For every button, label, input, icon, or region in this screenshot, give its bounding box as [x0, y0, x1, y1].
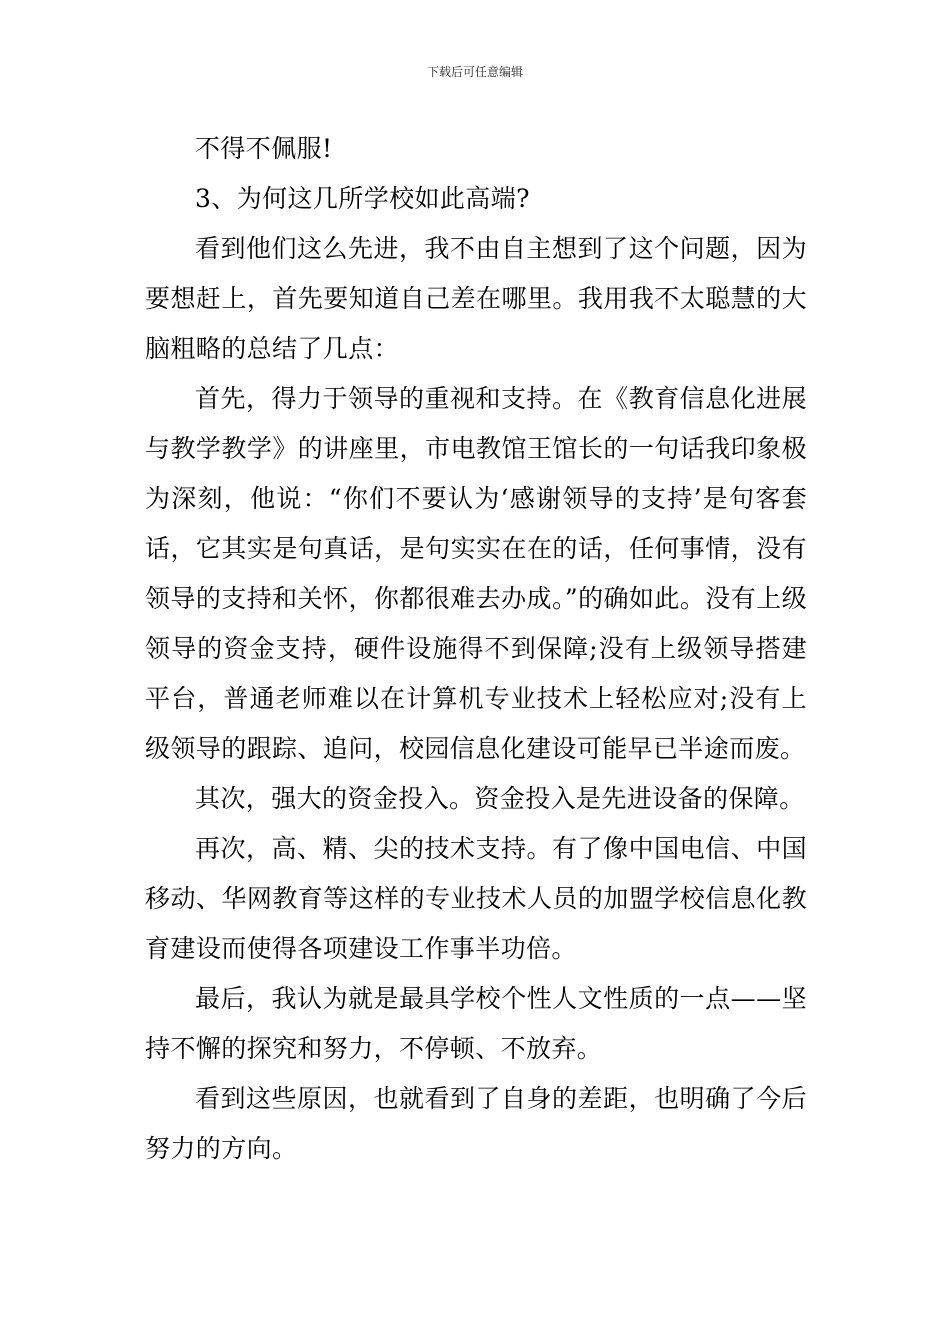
- paragraph: 首先，得力于领导的重视和支持。在《教育信息化进展与教学教学》的讲座里，市电教馆王馆长的一句话我印象极为深刻，他说：“你们不要认为‘感谢领导的支持’是句客套话，它其实是句真话，是句实实在在的话，任何事情，没有领导的支持和关怀，你都很难去办成。”的确如此。没有上级领导的资金支持，硬件设施得不到保障;没有上级领导搭建平台，普通老师难以在计算机专业技术上轻松应对;没有上级领导的跟踪、追问，校园信息化建设可能早已半途而废。: [145, 384, 807, 763]
- paragraph: 其次，强大的资金投入。资金投入是先进设备的保障。: [195, 784, 805, 813]
- paragraph: 不得不佩服!: [195, 134, 333, 163]
- paragraph: 最后，我认为就是最具学校个性人文性质的一点——坚持不懈的探究和努力，不停顿、不放弃。: [145, 984, 807, 1063]
- paragraph: 看到他们这么先进，我不由自主想到了这个问题，因为要想赶上，首先要知道自己差在哪里。我用我不太聪慧的大脑粗略的总结了几点：: [145, 234, 807, 363]
- document-body: [145, 124, 807, 1174]
- page-header: 下载后可任意编辑: [426, 65, 523, 79]
- paragraph: 看到这些原因，也就看到了自身的差距，也明确了今后努力的方向。: [145, 1084, 807, 1163]
- paragraph: 3、为何这几所学校如此高端?: [195, 184, 530, 213]
- paragraph: 再次，高、精、尖的技术支持。有了像中国电信、中国移动、华网教育等这样的专业技术人员的加盟学校信息化教育建设而使得各项建设工作事半功倍。: [145, 834, 807, 963]
